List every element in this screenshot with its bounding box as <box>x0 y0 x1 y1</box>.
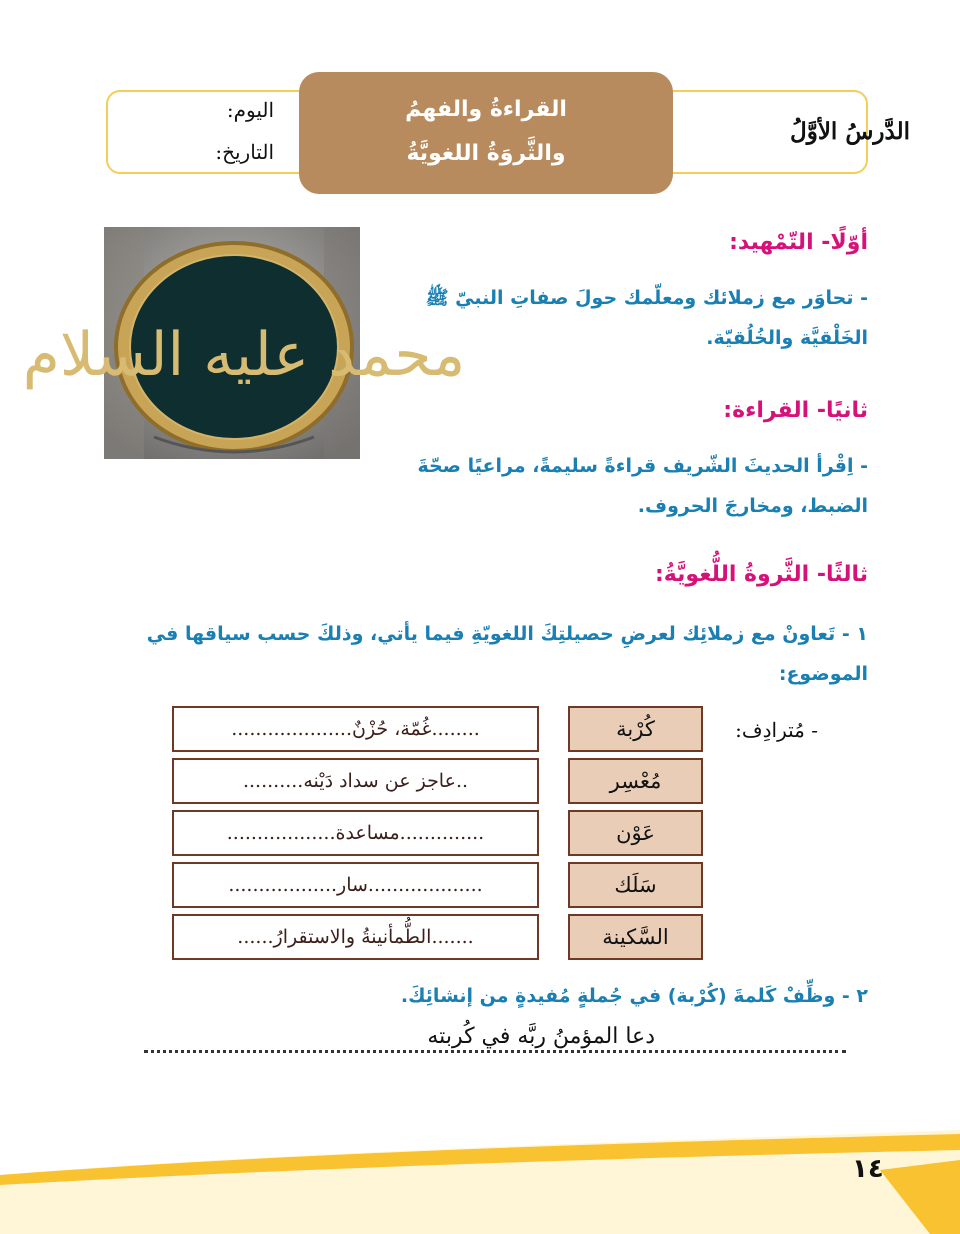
section3-title: ثالثًا- الثَّروةُ اللُّغويَّةُ: <box>655 562 868 587</box>
section1-title: أوّلًا- التّمْهيد: <box>729 230 868 255</box>
answer-text: سار <box>337 874 368 896</box>
section3-q1 <box>98 614 868 694</box>
question2: ٢ - وظِّفْ كَلمةَ (كُرْبة) في جُملةٍ مُفيدةٍ من إنشائِكَ. <box>400 985 868 1007</box>
section1-text <box>426 278 868 358</box>
word-box: مُعْسِر <box>568 758 703 804</box>
q1-line1: ١ - تَعاونْ مع زملائِك لعرضِ حصيلتِكَ اللغويّةِ فيما يأتي، وذلكَ حسب سياقها في <box>146 623 868 645</box>
date-label: التاريخ: <box>215 140 274 164</box>
word-box: عَوْن <box>568 810 703 856</box>
header-title-line1: القراءةُ والفهمُ <box>405 97 567 122</box>
section1-line1: - تحاوَر مع زملائك ومعلّمك حولَ صفاتِ النبيّ ﷺ <box>425 287 868 309</box>
day-label: اليوم: <box>226 98 274 122</box>
header-title-line2: والثَّروَةُ اللغويَّةُ <box>406 141 566 166</box>
word-box: كُرْبة <box>568 706 703 752</box>
section2-line2: الضبط، ومخارجَ الحروف. <box>637 495 868 517</box>
word-box: سَلَك <box>568 862 703 908</box>
section2-text <box>417 446 868 526</box>
q1-line2: الموضوع: <box>778 663 868 685</box>
answer-box[interactable]: .......الطُّمأنينةُ والاستقرارُ...... <box>172 914 539 960</box>
answer-box[interactable]: ..............مساعدة.................. <box>172 810 539 856</box>
section2-line1: - اِقْرأ الحديثَ الشّريف قراءةً سليمةً، مراعيًا صحّةَ <box>417 455 868 477</box>
answer-text: مساعدة <box>335 822 400 844</box>
calligraphy-image <box>22 227 466 459</box>
answer-text: عاجز عن سداد دَيْنه <box>303 770 456 792</box>
question2-answer[interactable]: دعا المؤمنُ ربَّه في كُربته <box>427 1024 655 1049</box>
answer-box[interactable]: ..عاجز عن سداد دَيْنه.......... <box>172 758 539 804</box>
word-box: السَّكينة <box>568 914 703 960</box>
section1-line2: الخَلْقيَّة والخُلُقيّة. <box>706 327 868 349</box>
answer-text: الطُّمأنينةُ والاستقرارُ <box>273 926 432 948</box>
synonym-label: - مُترادِف: <box>735 718 818 742</box>
answer-line <box>144 1050 846 1053</box>
calligraphy-text: محمد عليه السلام <box>22 320 466 390</box>
footer-wave <box>0 1130 960 1234</box>
answer-box[interactable]: ........غُمّة، حُزْنٌ.................... <box>172 706 539 752</box>
answer-box[interactable]: ...................سار.................. <box>172 862 539 908</box>
section2-title: ثانيًا- القراءة: <box>723 398 868 423</box>
lesson-title: الدَّرسُ الأوَّلُ <box>790 118 910 145</box>
answer-text: غُمّة، حُزْنٌ <box>352 718 432 740</box>
page-number: ١٤ <box>852 1154 884 1184</box>
header-center-title <box>299 72 673 194</box>
